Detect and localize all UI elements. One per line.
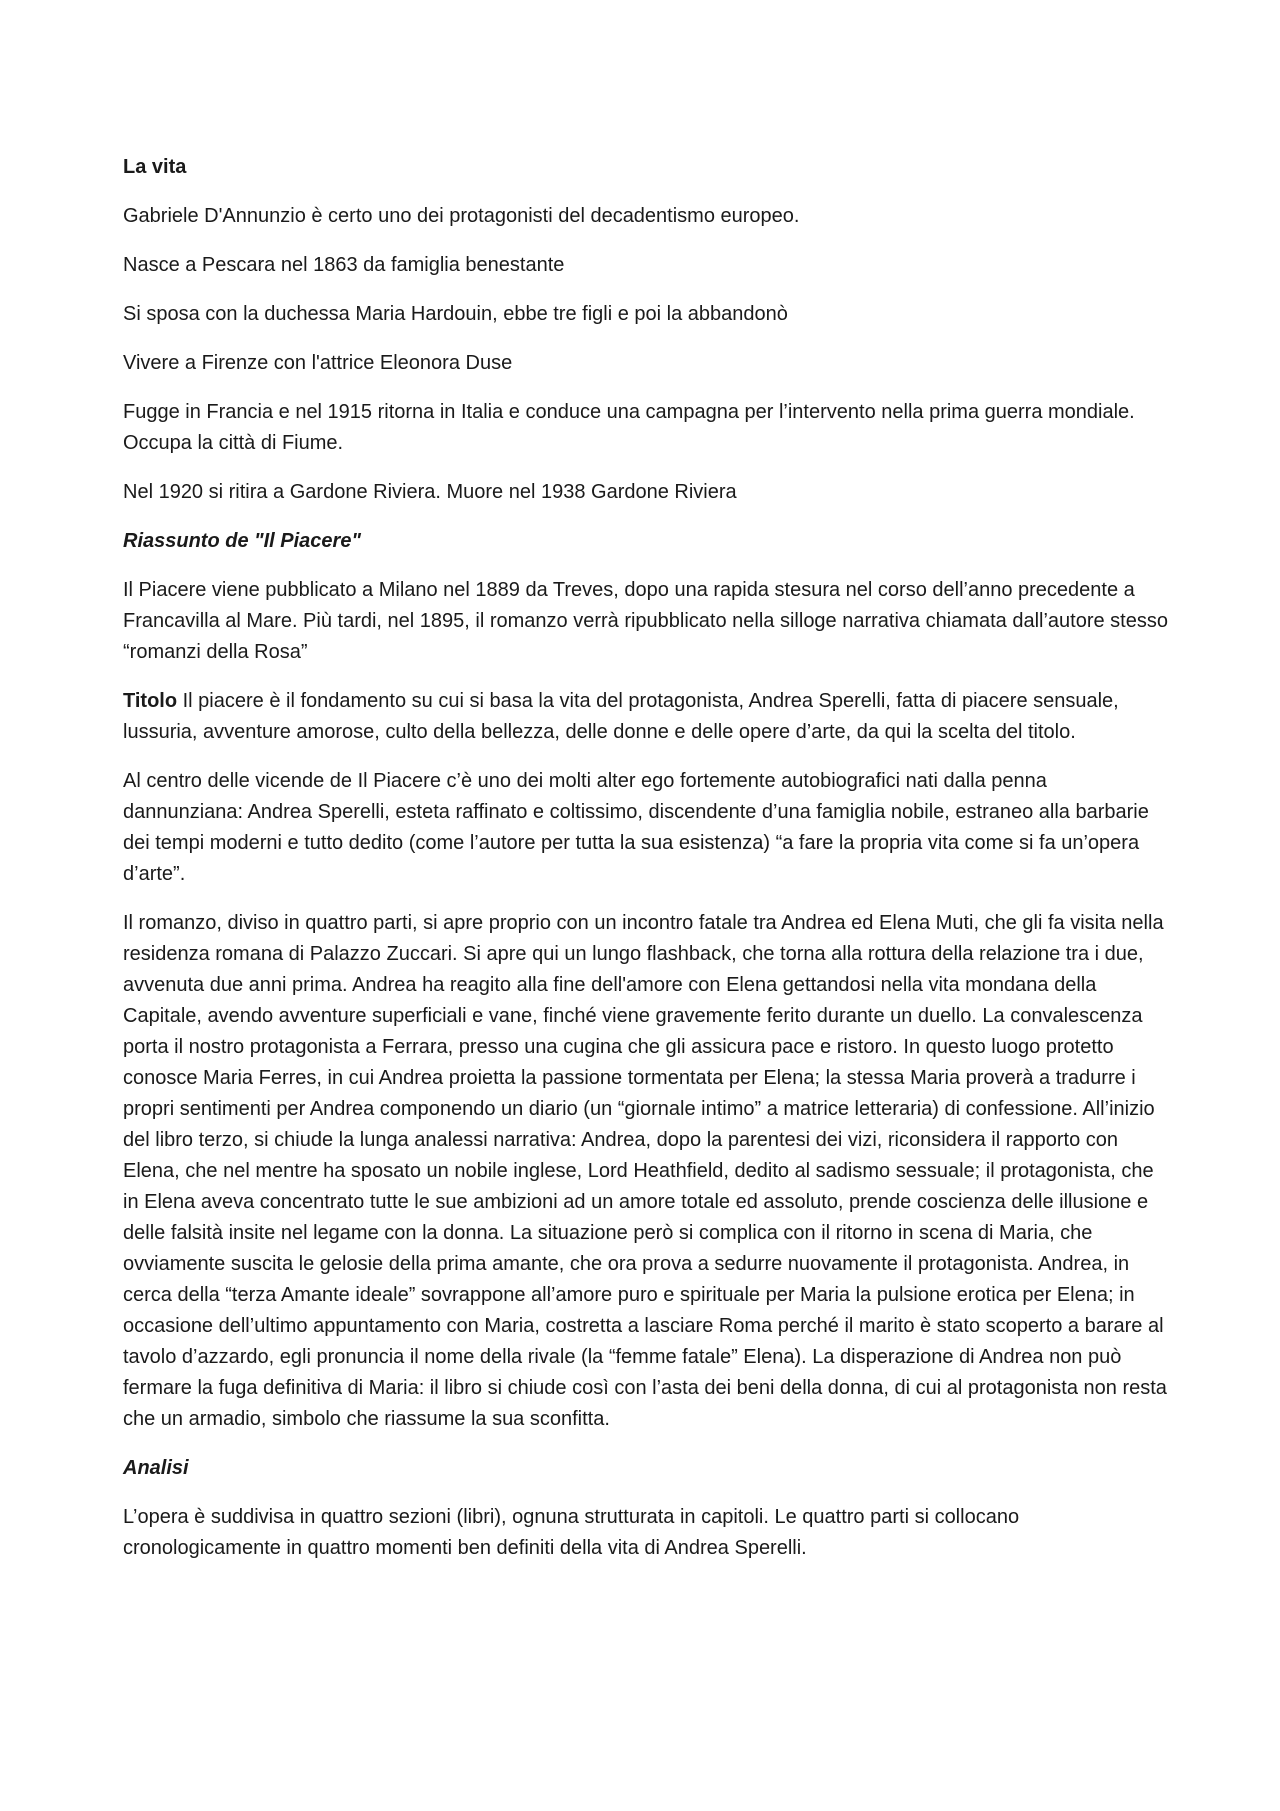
section-heading-vita: La vita xyxy=(123,156,187,178)
trama-paragraph: Il romanzo, diviso in quattro parti, si apre proprio con un incontro fatale tra Andrea ed Elena Muti, che gli fa visita nella residenza romana di Palazzo Zuccari. Si apre qui un lungo flashback, che torna alla rottura della relazione tra i due, avvenuta due anni prima. Andrea ha reagito alla fine dell'amore con Elena gettandosi nella vita mondana della Capitale, avendo avventure superficiali e vane, finché viene gravemente ferito durante un duello. La convalescenza porta il nostro protagonista a Ferrara, presso una cugina che gli assicura pace e ristoro. In questo luogo protetto conosce Maria Ferres, in cui Andrea proietta la passione tormentata per Elena; la stessa Maria proverà a tradurre i propri sentimenti per Andrea componendo un diario (un “giornale intimo” a matrice letteraria) di confessione. All’inizio del libro terzo, si chiude la lunga analessi narrativa: Andrea, dopo la parentesi dei vizi, riconsidera il rapporto con Elena, che nel mentre ha sposato un nobile inglese, Lord Heathfield, dedito al sadismo sessuale; il protagonista, che in Elena aveva concentrato tutte le sue ambizioni ad un amore totale ed assoluto, prende coscienza delle illusione e delle falsità insite nel legame con la donna. La situazione però si complica con il ritorno in scena di Maria, che ovviamente suscita le gelosie della prima amante, che ora prova a sedurre nuovamente il protagonista. Andrea, in cerca della “terza Amante ideale” sovrappone all’amore puro e spirituale per Maria la pulsione erotica per Elena; in occasione dell’ultimo appuntamento con Maria, costretta a lasciare Roma perché il marito è stato scoperto a barare al tavolo d’azzardo, egli pronuncia il nome della rivale (la “femme fatale” Elena). La disperazione di Andrea non può fermare la fuga definitiva di Maria: il libro si chiude così con l’asta dei beni della donna, di cui al protagonista non resta che un armadio, simbolo che riassume la sua sconfitta. xyxy=(123,912,1167,1430)
vita-line-6: Nel 1920 si ritira a Gardone Riviera. Muore nel 1938 Gardone Riviera xyxy=(123,481,737,503)
vita-line-1: Gabriele D'Annunzio è certo uno dei protagonisti del decadentismo europeo. xyxy=(123,205,800,227)
riassunto-intro-paragraph: Il Piacere viene pubblicato a Milano nel 1889 da Treves, dopo una rapida stesura nel corso dell’anno precedente a Francavilla al Mare. Più tardi, nel 1895, il romanzo verrà ripubblicato nella silloge narrativa chiamata dall’autore stesso “romanzi della Rosa” xyxy=(123,579,1168,663)
titolo-label: Titolo xyxy=(123,690,178,712)
titolo-paragraph xyxy=(123,686,1168,748)
vita-line-2: Nasce a Pescara nel 1863 da famiglia benestante xyxy=(123,254,565,276)
section-heading-analisi: Analisi xyxy=(123,1457,189,1479)
vita-line-4: Vivere a Firenze con l'attrice Eleonora Duse xyxy=(123,352,513,374)
centro-paragraph: Al centro delle vicende de Il Piacere c’è uno dei molti alter ego fortemente autobiografici nati dalla penna dannunziana: Andrea Sperelli, esteta raffinato e coltissimo, discendente d’una famiglia nobile, estraneo alla barbarie dei tempi moderni e tutto dedito (come l’autore per tutta la sua esistenza) “a fare la propria vita come si fa un’opera d’arte”. xyxy=(123,770,1149,885)
analisi-paragraph: L’opera è suddivisa in quattro sezioni (libri), ognuna strutturata in capitoli. Le quattro parti si collocano cronologicamente in quattro momenti ben definiti della vita di Andrea Sperelli. xyxy=(123,1506,1020,1559)
document-page xyxy=(123,152,1168,1582)
section-heading-riassunto: Riassunto de "Il Piacere" xyxy=(123,530,361,552)
vita-line-5: Fugge in Francia e nel 1915 ritorna in Italia e conduce una campagna per l’intervento nella prima guerra mondiale. Occupa la città di Fiume. xyxy=(123,401,1135,454)
vita-line-3: Si sposa con la duchessa Maria Hardouin, ebbe tre figli e poi la abbandonò xyxy=(123,303,788,325)
titolo-text: Il piacere è il fondamento su cui si basa la vita del protagonista, Andrea Sperelli, fatta di piacere sensuale, lussuria, avventure amorose, culto della bellezza, delle donne e delle opere d’arte, da qui la scelta del titolo. xyxy=(123,690,1119,743)
